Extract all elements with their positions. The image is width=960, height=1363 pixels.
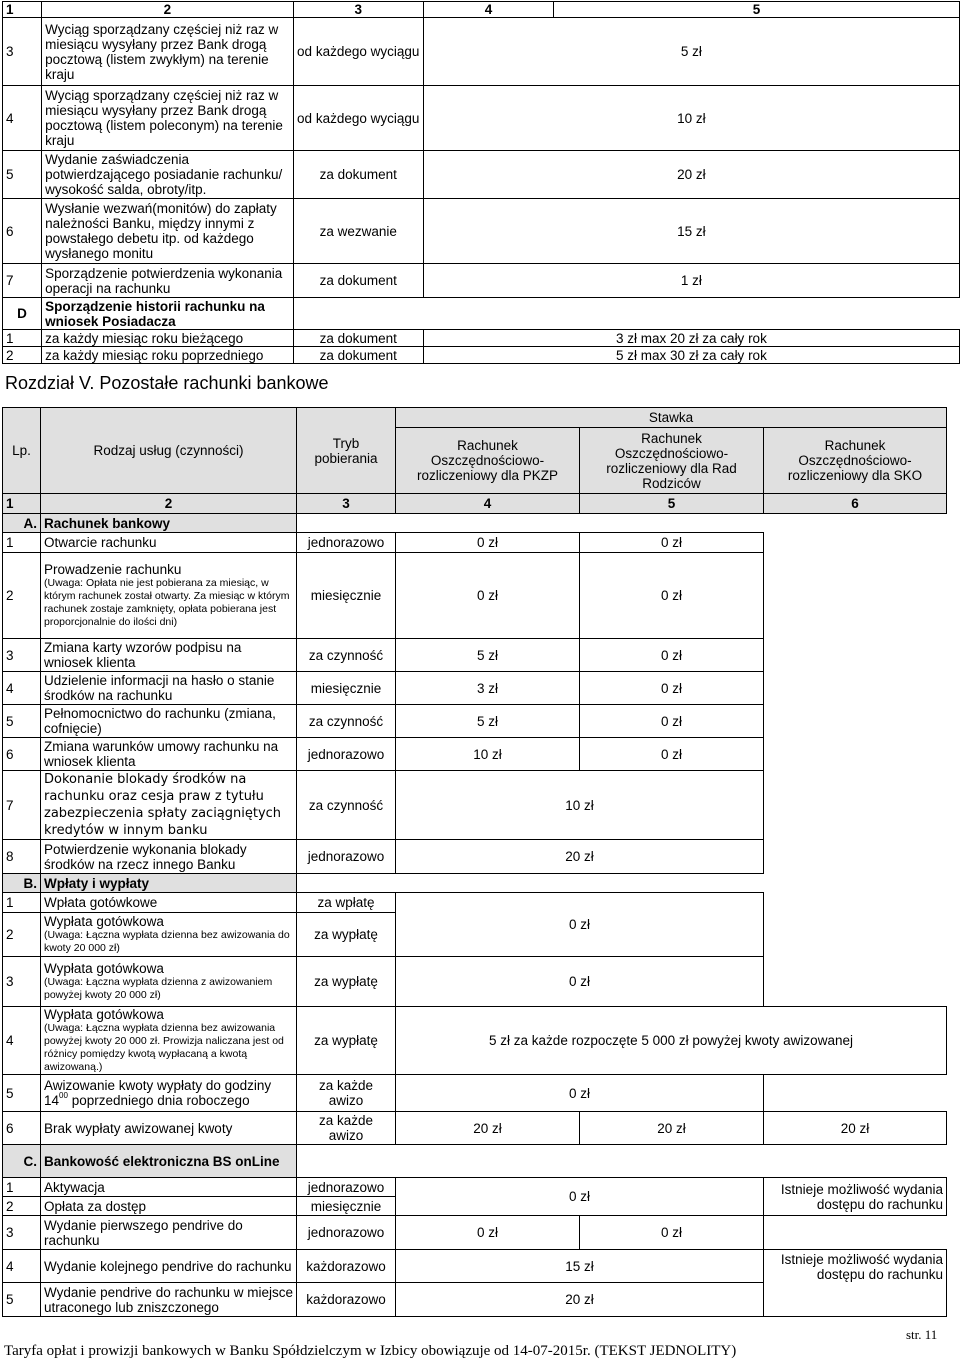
- page-number: str. 11: [906, 1327, 938, 1342]
- charge-mode: każdorazowo: [297, 1250, 396, 1283]
- charge-mode: za czynność: [297, 705, 396, 738]
- col-number: 2: [42, 2, 294, 18]
- row-lp: 5: [3, 1283, 41, 1317]
- service-name: Zmiana warunków umowy rachunku na wniosek klienta: [41, 738, 297, 771]
- service-name: Prowadzenie rachunku: [44, 562, 182, 577]
- service-note: (Uwaga: Łączna wypłata dzienna z awizowaniem powyżej kwoty 20 000 zł): [44, 976, 273, 1001]
- row-lp: 8: [3, 840, 41, 874]
- table-row: [3, 553, 947, 639]
- row-lp: 2: [3, 913, 41, 957]
- fee-value: 0 zł: [396, 1075, 764, 1112]
- empty-cell: [293, 298, 959, 330]
- fee-rad: 0 zł: [580, 1216, 764, 1250]
- charge-mode: jednorazowo: [297, 1216, 396, 1250]
- col-number: 1: [3, 2, 42, 18]
- col-number: 5: [580, 494, 764, 514]
- service-name: za każdy miesiąc roku poprzedniego: [42, 347, 294, 364]
- row-lp: 2: [3, 553, 41, 639]
- section-letter: D: [3, 298, 42, 330]
- table-row: [3, 771, 947, 840]
- header-stawka: Stawka: [396, 408, 947, 428]
- table-row: [3, 86, 960, 151]
- empty-cell: [764, 672, 947, 705]
- header-sko: Rachunek Oszczędnościowo-rozliczeniowy dla SKO: [764, 428, 947, 494]
- col-number: 4: [396, 494, 580, 514]
- service-cell: [41, 1007, 297, 1075]
- service-name: Wydanie kolejnego pendrive do rachunku: [41, 1250, 297, 1283]
- fee-pkzp: 5 zł: [396, 639, 580, 672]
- header-mode: Tryb pobierania: [297, 408, 396, 494]
- section-row-a: [3, 514, 947, 533]
- empty-cell: [764, 639, 947, 672]
- fee-value: 0 zł: [396, 1178, 764, 1216]
- service-name: Wypłata gotówkowa: [44, 1007, 164, 1022]
- fee-pkzp: 20 zł: [396, 1112, 580, 1145]
- row-lp: 4: [3, 1250, 41, 1283]
- section-row-d: [3, 298, 960, 330]
- superscript-hour: 00: [59, 1091, 68, 1100]
- section-letter: B.: [3, 874, 41, 893]
- service-name: Brak wypłaty awizowanej kwoty: [41, 1112, 297, 1145]
- row-lp: 6: [3, 1112, 41, 1145]
- fee-pkzp: 5 zł: [396, 705, 580, 738]
- charge-mode: jednorazowo: [297, 1178, 396, 1197]
- fee-pkzp: 0 zł: [396, 1216, 580, 1250]
- service-name: Udzielenie informacji na hasło o stanie środków na rachunku: [41, 672, 297, 705]
- section-title: Bankowość elektroniczna BS onLine: [41, 1145, 297, 1178]
- sko-note: Istnieje możliwość wydania dostępu do rachunku: [764, 1250, 947, 1317]
- table-row: [3, 330, 960, 347]
- row-lp: 4: [3, 1007, 41, 1075]
- charge-mode: za wezwanie: [293, 199, 423, 264]
- section-title: Sporządzenie historii rachunku na wniosek Posiadacza: [42, 298, 294, 330]
- empty-cell: [764, 840, 947, 874]
- row-lp: 4: [3, 86, 42, 151]
- service-name: Opłata za dostęp: [41, 1197, 297, 1216]
- charge-mode: miesięcznie: [297, 553, 396, 639]
- service-name: Potwierdzenie wykonania blokady środków na rzecz innego Banku: [41, 840, 297, 874]
- service-cell: [41, 553, 297, 639]
- col-number: 5: [554, 2, 960, 18]
- fee-value: 20 zł: [396, 840, 764, 874]
- empty-cell: [764, 738, 947, 771]
- row-lp: 7: [3, 264, 42, 298]
- service-note: (Uwaga: Łączna wypłata dzienna bez awizowania do kwoty 20 000 zł): [44, 929, 290, 954]
- charge-mode: za czynność: [297, 639, 396, 672]
- charge-mode: od każdego wyciągu: [293, 86, 423, 151]
- table-row: [3, 639, 947, 672]
- service-name: Zmiana karty wzorów podpisu na wniosek klienta: [41, 639, 297, 672]
- empty-cell: [764, 893, 947, 957]
- empty-cell: [297, 874, 947, 893]
- fee-rad: 0 zł: [580, 738, 764, 771]
- header-lp: Lp.: [3, 408, 41, 494]
- fee-value: 3 zł max 20 zł za cały rok: [423, 330, 959, 347]
- fee-value: 15 zł: [423, 199, 959, 264]
- table-row: [3, 533, 947, 553]
- service-name: Wysłanie wezwań(monitów) do zapłaty należności Banku, między innymi z powstałego debetu itp. od każdego wysłanego monitu: [42, 199, 294, 264]
- row-lp: 1: [3, 893, 41, 913]
- fee-rad: 0 zł: [580, 533, 764, 553]
- empty-cell: [764, 533, 947, 553]
- table-row: [3, 840, 947, 874]
- table-row: [3, 1007, 947, 1075]
- empty-cell: [764, 1216, 947, 1250]
- header-rad: Rachunek Oszczędnościowo-rozliczeniowy dla Rad Rodziców: [580, 428, 764, 494]
- service-name-part: Awizowanie kwoty wypłaty do godziny 14: [44, 1078, 272, 1108]
- fee-rad: 0 zł: [580, 705, 764, 738]
- col-number: 3: [293, 2, 423, 18]
- service-name: [41, 1075, 297, 1112]
- charge-mode: od każdego wyciągu: [293, 18, 423, 86]
- empty-cell: [764, 553, 947, 639]
- fee-value: 0 zł: [396, 957, 764, 1007]
- row-lp: 6: [3, 738, 41, 771]
- table-row: [3, 1178, 947, 1197]
- service-name: Wypłata gotówkowa: [44, 961, 164, 976]
- charge-mode: miesięcznie: [297, 1197, 396, 1216]
- table-row: [3, 957, 947, 1007]
- row-lp: 3: [3, 1216, 41, 1250]
- charge-mode: za dokument: [293, 151, 423, 199]
- col-number: 3: [297, 494, 396, 514]
- section-title: Wpłaty i wypłaty: [41, 874, 297, 893]
- fee-rad: 20 zł: [580, 1112, 764, 1145]
- service-name: Wyciąg sporządzany częściej niż raz w miesiącu wysyłany przez Bank drogą pocztową (listem poleconym) na terenie kraju: [42, 86, 294, 151]
- fee-pkzp: 0 zł: [396, 533, 580, 553]
- row-lp: 1: [3, 1178, 41, 1197]
- table-row: [3, 1250, 947, 1283]
- row-lp: 5: [3, 151, 42, 199]
- fee-table-other-accounts: [2, 407, 947, 1317]
- service-name: Sporządzenie potwierdzenia wykonania operacji na rachunku: [42, 264, 294, 298]
- fee-value: 15 zł: [396, 1250, 764, 1283]
- fee-rad: 0 zł: [580, 639, 764, 672]
- service-name: Wydanie pendrive do rachunku w miejsce utraconego lub zniszczonego: [41, 1283, 297, 1317]
- row-lp: 2: [3, 1197, 41, 1216]
- fee-value: 5 zł: [423, 18, 959, 86]
- section-row-b: [3, 874, 947, 893]
- fee-value: 0 zł: [396, 893, 764, 957]
- charge-mode: jednorazowo: [297, 533, 396, 553]
- row-lp: 3: [3, 639, 41, 672]
- charge-mode: jednorazowo: [297, 840, 396, 874]
- table-row: [3, 705, 947, 738]
- fee-value: 1 zł: [423, 264, 959, 298]
- table-row: [3, 1075, 947, 1112]
- row-lp: 7: [3, 771, 41, 840]
- charge-mode: miesięcznie: [297, 672, 396, 705]
- service-name: Wpłata gotówkowe: [41, 893, 297, 913]
- table-row: [3, 738, 947, 771]
- chapter-title: Rozdział V. Pozostałe rachunki bankowe: [5, 373, 329, 393]
- fee-rad: 0 zł: [580, 553, 764, 639]
- table-row: [3, 893, 947, 913]
- fee-pkzp: 0 zł: [396, 553, 580, 639]
- col-number: 2: [41, 494, 297, 514]
- table-row: [3, 18, 960, 86]
- table-row: [3, 264, 960, 298]
- sko-note: Istnieje możliwość wydania dostępu do rachunku: [764, 1178, 947, 1216]
- charge-mode: za każde awizo: [297, 1075, 396, 1112]
- service-name-part: poprzedniego dnia roboczego: [67, 1093, 250, 1108]
- fee-rad: 0 zł: [580, 672, 764, 705]
- charge-mode: za każde awizo: [297, 1112, 396, 1145]
- row-lp: 4: [3, 672, 41, 705]
- fee-pkzp: 10 zł: [396, 738, 580, 771]
- fee-value: 5 zł max 30 zł za cały rok: [423, 347, 959, 364]
- fee-sko: 20 zł: [764, 1112, 947, 1145]
- header-row: [3, 408, 947, 428]
- fee-value: 5 zł za każde rozpoczęte 5 000 zł powyżej kwoty awizowanej: [396, 1007, 947, 1075]
- service-name: Aktywacja: [41, 1178, 297, 1197]
- charge-mode: za wpłatę: [297, 893, 396, 913]
- row-lp: 3: [3, 957, 41, 1007]
- empty-cell: [297, 1145, 947, 1178]
- col-number: 1: [3, 494, 41, 514]
- page-footer: Taryfa opłat i prowizji bankowych w Banku Spółdzielczym w Izbicy obowiązuje od 14-07-2015r. (TEKST JEDNOLITY): [4, 1343, 737, 1359]
- col-number: 6: [764, 494, 947, 514]
- table-row: [3, 1112, 947, 1145]
- section-letter: A.: [3, 514, 41, 533]
- row-lp: 2: [3, 347, 42, 364]
- row-lp: 5: [3, 705, 41, 738]
- charge-mode: za wypłatę: [297, 913, 396, 957]
- empty-cell: [764, 771, 947, 840]
- charge-mode: za dokument: [293, 264, 423, 298]
- fee-value: 20 zł: [423, 151, 959, 199]
- section-row-c: [3, 1145, 947, 1178]
- service-note: (Uwaga: Opłata nie jest pobierana za miesiąc, w którym rachunek został otwarty. Za miesiąc w którym rachunek zostaje zamknięty, opłata pobierana jest proporcjonalnie do ilości dni): [44, 577, 290, 628]
- fee-table-previous-section: [2, 1, 960, 364]
- column-number-row: [3, 2, 960, 18]
- table-row: [3, 1216, 947, 1250]
- fee-pkzp: 3 zł: [396, 672, 580, 705]
- table-row: [3, 347, 960, 364]
- table-row: [3, 151, 960, 199]
- service-cell: [41, 913, 297, 957]
- fee-value: 10 zł: [396, 771, 764, 840]
- service-name: Otwarcie rachunku: [41, 533, 297, 553]
- empty-cell: [764, 705, 947, 738]
- row-lp: 1: [3, 330, 42, 347]
- row-lp: 1: [3, 533, 41, 553]
- service-name: Wypłata gotówkowa: [44, 914, 164, 929]
- row-lp: 3: [3, 18, 42, 86]
- charge-mode: za dokument: [293, 347, 423, 364]
- service-name: Wydanie pierwszego pendrive do rachunku: [41, 1216, 297, 1250]
- charge-mode: jednorazowo: [297, 738, 396, 771]
- service-name: za każdy miesiąc roku bieżącego: [42, 330, 294, 347]
- header-service: Rodzaj usług (czynności): [41, 408, 297, 494]
- charge-mode: za czynność: [297, 771, 396, 840]
- service-name: Wydanie zaświadczenia potwierdzającego posiadanie rachunku/ wysokość salda, obroty/itp.: [42, 151, 294, 199]
- empty-cell: [764, 1075, 947, 1112]
- table-row: [3, 199, 960, 264]
- charge-mode: każdorazowo: [297, 1283, 396, 1317]
- header-pkzp: Rachunek Oszczędnościowo-rozliczeniowy dla PKZP: [396, 428, 580, 494]
- service-name: Dokonanie blokady środków na rachunku oraz cesja praw z tytułu zabezpieczenia spłaty zaciągniętych kredytów w innym banku: [41, 771, 297, 840]
- row-lp: 6: [3, 199, 42, 264]
- section-letter: C.: [3, 1145, 41, 1178]
- fee-value: 10 zł: [423, 86, 959, 151]
- service-note: (Uwaga: Łączna wypłata dzienna bez awizowania powyżej kwoty 20 000 zł. Prowizja naliczana jest od różnicy pomiędzy kwotą wypłacaną a kwotą awizowaną.): [44, 1022, 284, 1073]
- charge-mode: za wypłatę: [297, 1007, 396, 1075]
- table-row: [3, 672, 947, 705]
- service-name: Pełnomocnictwo do rachunku (zmiana, cofnięcie): [41, 705, 297, 738]
- fee-value: 20 zł: [396, 1283, 764, 1317]
- charge-mode: za wypłatę: [297, 957, 396, 1007]
- col-number: 4: [423, 2, 553, 18]
- row-lp: 5: [3, 1075, 41, 1112]
- empty-cell: [297, 514, 947, 533]
- service-name: Wyciąg sporządzany częściej niż raz w miesiącu wysyłany przez Bank drogą pocztową (listem zwykłym) na terenie kraju: [42, 18, 294, 86]
- section-title: Rachunek bankowy: [41, 514, 297, 533]
- charge-mode: za dokument: [293, 330, 423, 347]
- empty-cell: [764, 957, 947, 1007]
- service-cell: [41, 957, 297, 1007]
- column-number-row: [3, 494, 947, 514]
